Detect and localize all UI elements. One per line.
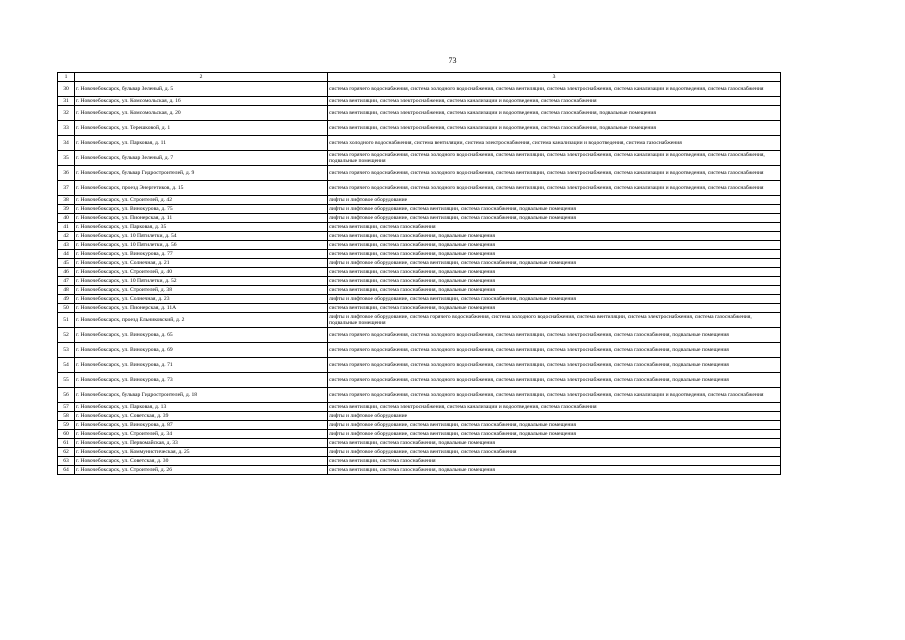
systems-cell: лифты и лифтовое оборудование, система вентиляции, система газоснабжения, подвальные помещения: [328, 430, 781, 439]
row-number-cell: 52: [58, 328, 75, 343]
address-cell: г. Новочебоксарск, ул. Советская, д. 30: [75, 457, 328, 466]
table-row: [58, 313, 781, 328]
systems-cell: система вентиляции, система газоснабжения: [328, 457, 781, 466]
table-header-row: [58, 73, 781, 82]
systems-cell: лифты и лифтовое оборудование: [328, 196, 781, 205]
table-row: [58, 121, 781, 136]
row-number-cell: 62: [58, 448, 75, 457]
row-number-cell: 37: [58, 181, 75, 196]
address-cell: г. Новочебоксарск, проезд Энергетиков, д. 15: [75, 181, 328, 196]
header-cell-1: 1: [58, 73, 75, 82]
address-cell: г. Новочебоксарск, бульвар Гидростроителей, д. 9: [75, 166, 328, 181]
address-cell: г. Новочебоксарск, бульвар Гидростроителей, д. 18: [75, 388, 328, 403]
table-row: [58, 448, 781, 457]
address-cell: г. Новочебоксарск, ул. Комсомольская, д. 16: [75, 97, 328, 106]
systems-cell: система горячего водоснабжения, система холодного водоснабжения, система вентиляции, система электроснабжения, система газоснабжения, подвальные помещения: [328, 343, 781, 358]
address-cell: г. Новочебоксарск, ул. Солнечная, д. 21: [75, 259, 328, 268]
row-number-cell: 40: [58, 214, 75, 223]
table-row: [58, 295, 781, 304]
address-cell: г. Новочебоксарск, бульвар Зеленый, д. 7: [75, 151, 328, 166]
systems-cell: система вентиляции, система электроснабжения, система канализации и водоотведения, система газоснабжения: [328, 403, 781, 412]
systems-cell: система вентиляции, система газоснабжения, подвальные помещения: [328, 439, 781, 448]
address-cell: г. Новочебоксарск, ул. Солнечная, д. 23: [75, 295, 328, 304]
row-number-cell: 30: [58, 82, 75, 97]
table-row: [58, 82, 781, 97]
address-cell: г. Новочебоксарск, бульвар Зеленый, д. 5: [75, 82, 328, 97]
table-row: [58, 343, 781, 358]
address-cell: г. Новочебоксарск, ул. Пионерская, д. 11: [75, 214, 328, 223]
table-row: [58, 259, 781, 268]
table-row: [58, 151, 781, 166]
systems-cell: лифты и лифтовое оборудование, система горячего водоснабжения, система холодного водоснабжения, система вентиляции, система электроснабжения, система газоснабжения, подвальные помещения: [328, 313, 781, 328]
row-number-cell: 46: [58, 268, 75, 277]
row-number-cell: 51: [58, 313, 75, 328]
address-cell: г. Новочебоксарск, ул. Коммунистическая, д. 25: [75, 448, 328, 457]
address-cell: г. Новочебоксарск, ул. Терешковой, д. 1: [75, 121, 328, 136]
systems-cell: система холодного водоснабжения, система вентиляции, система электроснабжения, система канализации и водоотведения, система газоснабжения: [328, 136, 781, 151]
address-cell: г. Новочебоксарск, ул. Строителей, д. 40: [75, 268, 328, 277]
row-number-cell: 35: [58, 151, 75, 166]
address-cell: г. Новочебоксарск, ул. Строителей, д. 26: [75, 466, 328, 475]
table-row: [58, 421, 781, 430]
systems-cell: лифты и лифтовое оборудование, система вентиляции, система газоснабжения, подвальные помещения: [328, 259, 781, 268]
table-row: [58, 286, 781, 295]
table-row: [58, 403, 781, 412]
systems-cell: система вентиляции, система газоснабжения: [328, 223, 781, 232]
row-number-cell: 48: [58, 286, 75, 295]
address-cell: г. Новочебоксарск, ул. Винокурова, д. 75: [75, 205, 328, 214]
systems-cell: система вентиляции, система газоснабжения, подвальные помещения: [328, 268, 781, 277]
address-cell: г. Новочебоксарск, ул. Винокурова, д. 71: [75, 358, 328, 373]
systems-cell: система вентиляции, система газоснабжения, подвальные помещения: [328, 466, 781, 475]
row-number-cell: 60: [58, 430, 75, 439]
row-number-cell: 47: [58, 277, 75, 286]
row-number-cell: 33: [58, 121, 75, 136]
systems-cell: система горячего водоснабжения, система холодного водоснабжения, система вентиляции, система электроснабжения, система газоснабжения, подвальные помещения: [328, 373, 781, 388]
table-row: [58, 166, 781, 181]
table-row: [58, 181, 781, 196]
row-number-cell: 38: [58, 196, 75, 205]
table-row: [58, 430, 781, 439]
table-row: [58, 277, 781, 286]
table-row: [58, 241, 781, 250]
systems-cell: система вентиляции, система электроснабжения, система канализации и водоотведения, система газоснабжения, подвальные помещения: [328, 106, 781, 121]
row-number-cell: 63: [58, 457, 75, 466]
row-number-cell: 44: [58, 250, 75, 259]
row-number-cell: 56: [58, 388, 75, 403]
address-cell: г. Новочебоксарск, ул. Советская, д. 39: [75, 412, 328, 421]
systems-cell: лифты и лифтовое оборудование: [328, 412, 781, 421]
systems-cell: система вентиляции, система газоснабжения, подвальные помещения: [328, 286, 781, 295]
row-number-cell: 36: [58, 166, 75, 181]
systems-cell: лифты и лифтовое оборудование, система вентиляции, система газоснабжения, подвальные помещения: [328, 295, 781, 304]
address-cell: г. Новочебоксарск, ул. Строителей, д. 34: [75, 430, 328, 439]
page-number: 73: [448, 56, 457, 65]
row-number-cell: 34: [58, 136, 75, 151]
table-row: [58, 412, 781, 421]
address-cell: г. Новочебоксарск, ул. Первомайская, д. 33: [75, 439, 328, 448]
header-cell-2: 2: [75, 73, 328, 82]
table-row: [58, 136, 781, 151]
header-cell-3: 3: [328, 73, 781, 82]
row-number-cell: 61: [58, 439, 75, 448]
table-row: [58, 457, 781, 466]
row-number-cell: 41: [58, 223, 75, 232]
table-row: [58, 439, 781, 448]
table-row: [58, 223, 781, 232]
row-number-cell: 58: [58, 412, 75, 421]
systems-cell: лифты и лифтовое оборудование, система вентиляции, система газоснабжения, подвальные помещения: [328, 421, 781, 430]
table-row: [58, 328, 781, 343]
buildings-table: [57, 72, 781, 475]
address-cell: г. Новочебоксарск, ул. 10 Пятилетки, д. 54: [75, 232, 328, 241]
address-cell: г. Новочебоксарск, ул. Строителей, д. 38: [75, 286, 328, 295]
table-row: [58, 214, 781, 223]
row-number-cell: 59: [58, 421, 75, 430]
table-row: [58, 373, 781, 388]
address-cell: г. Новочебоксарск, ул. Парковая, д. 11: [75, 136, 328, 151]
row-number-cell: 32: [58, 106, 75, 121]
address-cell: г. Новочебоксарск, ул. Винокурова, д. 65: [75, 328, 328, 343]
address-cell: г. Новочебоксарск, ул. Комсомольская, д. 20: [75, 106, 328, 121]
systems-cell: система горячего водоснабжения, система холодного водоснабжения, система вентиляции, система электроснабжения, система канализации и водоотведения, система газоснабжения: [328, 166, 781, 181]
address-cell: г. Новочебоксарск, ул. 10 Пятилетки, д. 56: [75, 241, 328, 250]
systems-cell: система вентиляции, система газоснабжения, подвальные помещения: [328, 250, 781, 259]
table-row: [58, 232, 781, 241]
row-number-cell: 43: [58, 241, 75, 250]
systems-cell: система вентиляции, система электроснабжения, система канализации и водоотведения, система газоснабжения, подвальные помещения: [328, 121, 781, 136]
row-number-cell: 45: [58, 259, 75, 268]
table-row: [58, 250, 781, 259]
address-cell: г. Новочебоксарск, ул. Пионерская, д. 11А: [75, 304, 328, 313]
row-number-cell: 49: [58, 295, 75, 304]
systems-cell: система вентиляции, система газоснабжения, подвальные помещения: [328, 241, 781, 250]
table-row: [58, 106, 781, 121]
address-cell: г. Новочебоксарск, ул. Строителей, д. 42: [75, 196, 328, 205]
table-row: [58, 268, 781, 277]
systems-cell: система горячего водоснабжения, система холодного водоснабжения, система вентиляции, система электроснабжения, система канализации и водоотведения, система газоснабжения: [328, 388, 781, 403]
address-cell: г. Новочебоксарск, ул. Парковая, д. 35: [75, 223, 328, 232]
address-cell: г. Новочебоксарск, ул. Винокурова, д. 87: [75, 421, 328, 430]
row-number-cell: 31: [58, 97, 75, 106]
table-row: [58, 196, 781, 205]
row-number-cell: 57: [58, 403, 75, 412]
address-cell: г. Новочебоксарск, ул. Винокурова, д. 69: [75, 343, 328, 358]
table-row: [58, 466, 781, 475]
row-number-cell: 64: [58, 466, 75, 475]
systems-cell: система вентиляции, система газоснабжения, подвальные помещения: [328, 277, 781, 286]
address-cell: г. Новочебоксарск, ул. Парковая, д. 13: [75, 403, 328, 412]
table-row: [58, 304, 781, 313]
row-number-cell: 39: [58, 205, 75, 214]
table-row: [58, 205, 781, 214]
systems-cell: система вентиляции, система газоснабжения, подвальные помещения: [328, 304, 781, 313]
systems-cell: система горячего водоснабжения, система холодного водоснабжения, система вентиляции, система электроснабжения, система газоснабжения, подвальные помещения: [328, 328, 781, 343]
systems-cell: лифты и лифтовое оборудование, система вентиляции, система газоснабжения, подвальные помещения: [328, 214, 781, 223]
address-cell: г. Новочебоксарск, ул. Винокурова, д. 73: [75, 373, 328, 388]
systems-cell: система горячего водоснабжения, система холодного водоснабжения, система вентиляции, система электроснабжения, система канализации и водоотведения, система газоснабжения: [328, 181, 781, 196]
systems-cell: система горячего водоснабжения, система холодного водоснабжения, система вентиляции, система электроснабжения, система канализации и водоотведения, система газоснабжения, подвальные помещения: [328, 151, 781, 166]
systems-cell: система вентиляции, система газоснабжения, подвальные помещения: [328, 232, 781, 241]
systems-cell: лифты и лифтовое оборудование, система вентиляции, система газоснабжения, подвальные помещения: [328, 205, 781, 214]
address-cell: г. Новочебоксарск, проезд Ельниковский, д. 2: [75, 313, 328, 328]
table-row: [58, 358, 781, 373]
row-number-cell: 55: [58, 373, 75, 388]
table-row: [58, 97, 781, 106]
table-body: [58, 73, 781, 475]
row-number-cell: 42: [58, 232, 75, 241]
row-number-cell: 54: [58, 358, 75, 373]
systems-cell: система горячего водоснабжения, система холодного водоснабжения, система вентиляции, система электроснабжения, система канализации и водоотведения, система газоснабжения: [328, 82, 781, 97]
address-cell: г. Новочебоксарск, ул. Винокурова, д. 77: [75, 250, 328, 259]
systems-cell: лифты и лифтовое оборудование, система вентиляции, система газоснабжения: [328, 448, 781, 457]
address-cell: г. Новочебоксарск, ул. 10 Пятилетки, д. 52: [75, 277, 328, 286]
systems-cell: система горячего водоснабжения, система холодного водоснабжения, система вентиляции, система электроснабжения, система газоснабжения, подвальные помещения: [328, 358, 781, 373]
row-number-cell: 50: [58, 304, 75, 313]
systems-cell: система вентиляции, система электроснабжения, система канализации и водоотведения, система газоснабжения: [328, 97, 781, 106]
row-number-cell: 53: [58, 343, 75, 358]
table-row: [58, 388, 781, 403]
